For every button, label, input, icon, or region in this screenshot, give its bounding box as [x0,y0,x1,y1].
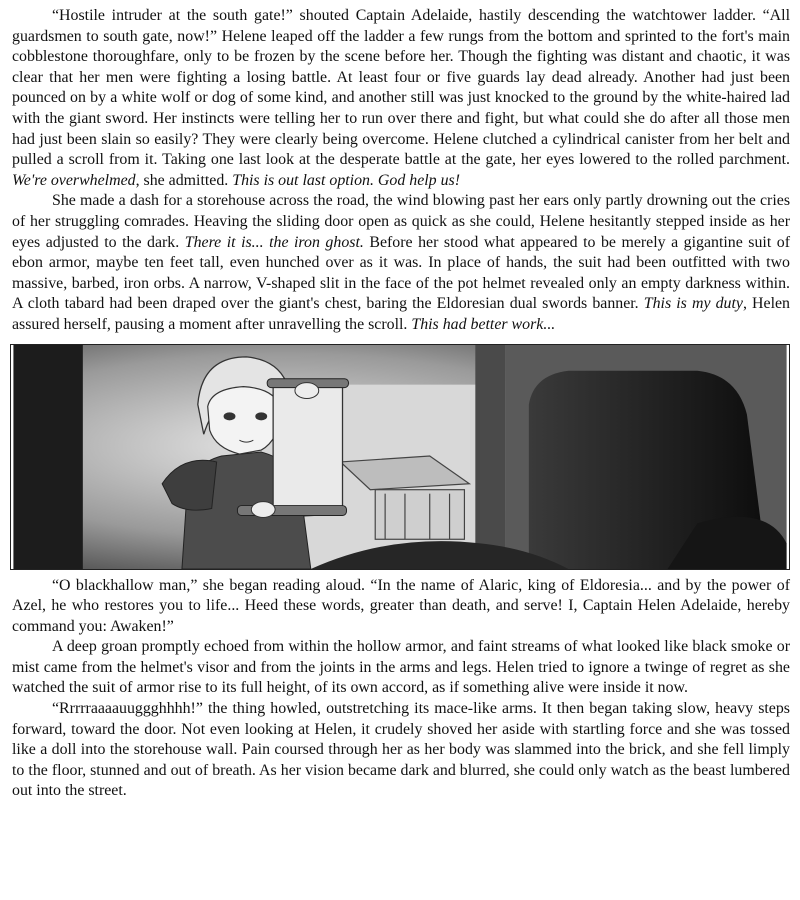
paragraph-text: “Rrrrraaaauuggghhhh!” the thing howled, outstretching its mace-like arms. It then began taking slow, heavy steps forward, toward the door. Not even looking at Helen, it crudely shoved her aside with startling force and she was tossed like a doll into the storehouse wall. Pain coursed through her as her body was slammed into the brick, and she fell limply to the floor, stunned and out of breath. As her vision became dark and blurred, she could only watch as the beast lumbered out into the street. [12,700,790,800]
paragraph-text: , Helen assured herself, pausing a moment after unravelling the scroll. [12,295,790,333]
paragraph-text: “Hostile intruder at the south gate!” shouted Captain Adelaide, hastily descending the watchtower ladder. “All guardsmen to south gate, now!” Helene leaped off the ladder a few rungs from the bottom and sprinted to the fort's main cobblestone thoroughfare, only to be frozen by the scene before her. Though the fighting was distant and chaotic, it was clear that her men were fighting a losing battle. At least four or five guards lay dead already. Another had just been pounced on by a white wolf or dog of some kind, and another still was just knocked to the ground by the white-haired lad with the giant sword. Her instincts were telling her to run over there and fight, but what could she do after all those men had just been slain so easily? They were clearly being overcome. Helene clutched a cylindrical canister from her belt and pulled a scroll from it. Taking one last look at the desperate battle at the gate, her eyes lowered to the rolled parchment. [12,7,790,169]
italic-thought-text: This is out last option. God help us! [232,171,461,189]
italic-thought-text: This is my duty [643,295,743,313]
paragraph-5 [12,699,790,802]
paragraph-text: She made a dash for a storehouse across the road, the wind blowing past her ears only partly drowning out the cries of her struggling comrades. Heaving the sliding door open as quick as she could, Helene hesitantly stepped inside as her eyes adjusted to the dark. [12,192,790,251]
story-page [12,6,790,802]
paragraph-4 [12,637,790,699]
paragraph-1 [12,6,790,191]
italic-thought-text: There it is... the iron ghost. [184,233,364,251]
paragraph-text: “O blackhallow man,” she began reading aloud. “In the name of Alaric, king of Eldoresia... and by the power of Azel, he who restores you to life... Heed these words, greater than death, and serve! I, Captain Helen Adelaide, hereby command you: Awaken!” [12,576,790,635]
italic-thought-text: We're overwhelmed [12,171,136,189]
story-illustration [10,344,790,570]
paragraph-text: Before her stood what appeared to be merely a gigantine suit of ebon armor, maybe ten feet tall, even hunched over as it was. In place of hands, the suit had been outfitted with two massive, barbed, iron orbs. A narrow, V-shaped slit in the face of the pot helmet revealed only an empty darkness within. A cloth tabard had been draped over the giant's chest, baring the Eldoresian dual swords banner. [12,233,791,313]
paragraph-3 [12,576,790,638]
paragraph-text: , she admitted. [135,171,233,189]
paragraph-2 [12,191,790,335]
italic-thought-text: This had better work... [411,315,556,333]
paragraph-text: A deep groan promptly echoed from within the hollow armor, and faint streams of what looked like black smoke or mist came from the helmet's visor and from the joints in the arms and legs. Helen tried to ignore a twinge of regret as she watched the suit of armor rise to its full height, of its own accord, as if something alive were inside it now. [12,638,790,697]
